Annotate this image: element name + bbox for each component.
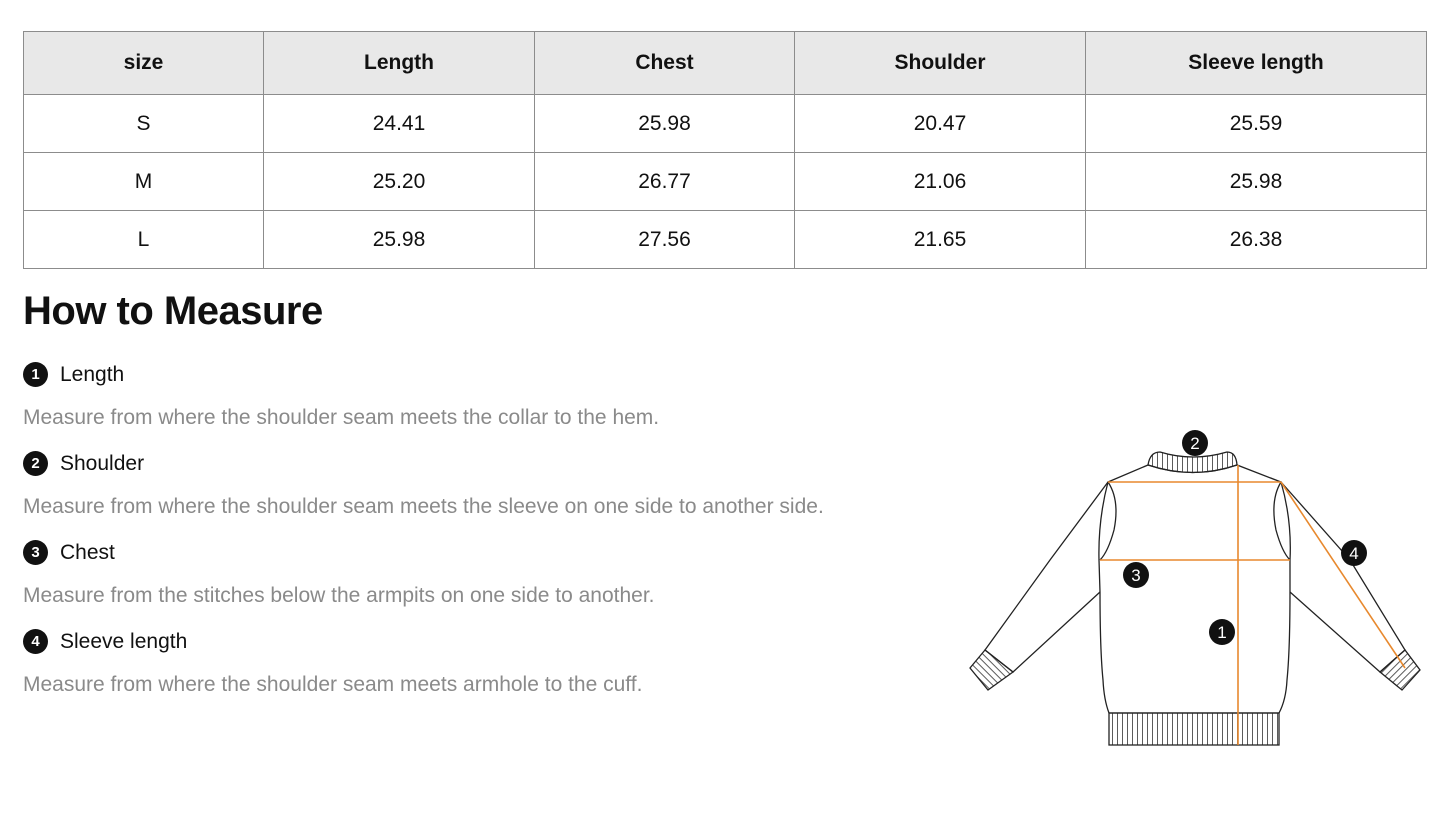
sweater-measurement-diagram bbox=[960, 420, 1430, 760]
step-shoulder bbox=[23, 451, 144, 476]
step-label: Sleeve length bbox=[60, 629, 188, 653]
cell-size: S bbox=[24, 95, 264, 153]
marker-shoulder bbox=[1182, 430, 1208, 456]
step-description: Measure from where the shoulder seam meets the collar to the hem. bbox=[23, 406, 660, 429]
header-sleeve-length: Sleeve length bbox=[1086, 32, 1427, 95]
cell-chest: 25.98 bbox=[535, 95, 795, 153]
step-label: Shoulder bbox=[60, 451, 145, 475]
table-row bbox=[24, 153, 1427, 211]
cell-shoulder: 20.47 bbox=[795, 95, 1086, 153]
step-description: Measure from where the shoulder seam meets the sleeve on one side to another side. bbox=[23, 495, 824, 518]
cell-length: 25.20 bbox=[264, 153, 535, 211]
sleeve-measure-line bbox=[1281, 482, 1405, 668]
cell-size: M bbox=[24, 153, 264, 211]
step-description: Measure from the stitches below the armpits on one side to another. bbox=[23, 584, 655, 607]
step-chest bbox=[23, 540, 115, 565]
header-length: Length bbox=[264, 32, 535, 95]
step-number-badge: 3 bbox=[23, 540, 48, 565]
header-chest: Chest bbox=[535, 32, 795, 95]
cell-sleeve-length: 26.38 bbox=[1086, 211, 1427, 269]
step-sleeve-length bbox=[23, 629, 187, 654]
left-cuff-rib bbox=[970, 650, 1013, 690]
cell-length: 25.98 bbox=[264, 211, 535, 269]
cell-sleeve-length: 25.98 bbox=[1086, 153, 1427, 211]
cell-shoulder: 21.65 bbox=[795, 211, 1086, 269]
marker-sleeve-length bbox=[1341, 540, 1367, 566]
size-chart-table bbox=[23, 31, 1427, 269]
marker-chest bbox=[1123, 562, 1149, 588]
step-description: Measure from where the shoulder seam meets armhole to the cuff. bbox=[23, 673, 643, 696]
cell-shoulder: 21.06 bbox=[795, 153, 1086, 211]
cell-length: 24.41 bbox=[264, 95, 535, 153]
cell-chest: 26.77 bbox=[535, 153, 795, 211]
hem-rib bbox=[1109, 713, 1279, 745]
step-label: Length bbox=[60, 362, 125, 386]
step-number-badge: 1 bbox=[23, 362, 48, 387]
table-header-row bbox=[24, 32, 1427, 95]
cell-sleeve-length: 25.59 bbox=[1086, 95, 1427, 153]
header-shoulder: Shoulder bbox=[795, 32, 1086, 95]
how-to-measure-title: How to Measure bbox=[23, 289, 323, 333]
svg-text:4: 4 bbox=[1349, 544, 1359, 563]
svg-text:1: 1 bbox=[1217, 623, 1227, 642]
step-number-badge: 2 bbox=[23, 451, 48, 476]
svg-text:2: 2 bbox=[1190, 434, 1200, 453]
step-length bbox=[23, 362, 124, 387]
step-label: Chest bbox=[60, 540, 115, 564]
step-number-badge: 4 bbox=[23, 629, 48, 654]
right-cuff-rib bbox=[1380, 650, 1420, 690]
cell-size: L bbox=[24, 211, 264, 269]
svg-text:3: 3 bbox=[1131, 566, 1141, 585]
sweater-outline bbox=[985, 465, 1405, 713]
header-size: size bbox=[24, 32, 264, 95]
cell-chest: 27.56 bbox=[535, 211, 795, 269]
table-row bbox=[24, 95, 1427, 153]
marker-length bbox=[1209, 619, 1235, 645]
table-row bbox=[24, 211, 1427, 269]
